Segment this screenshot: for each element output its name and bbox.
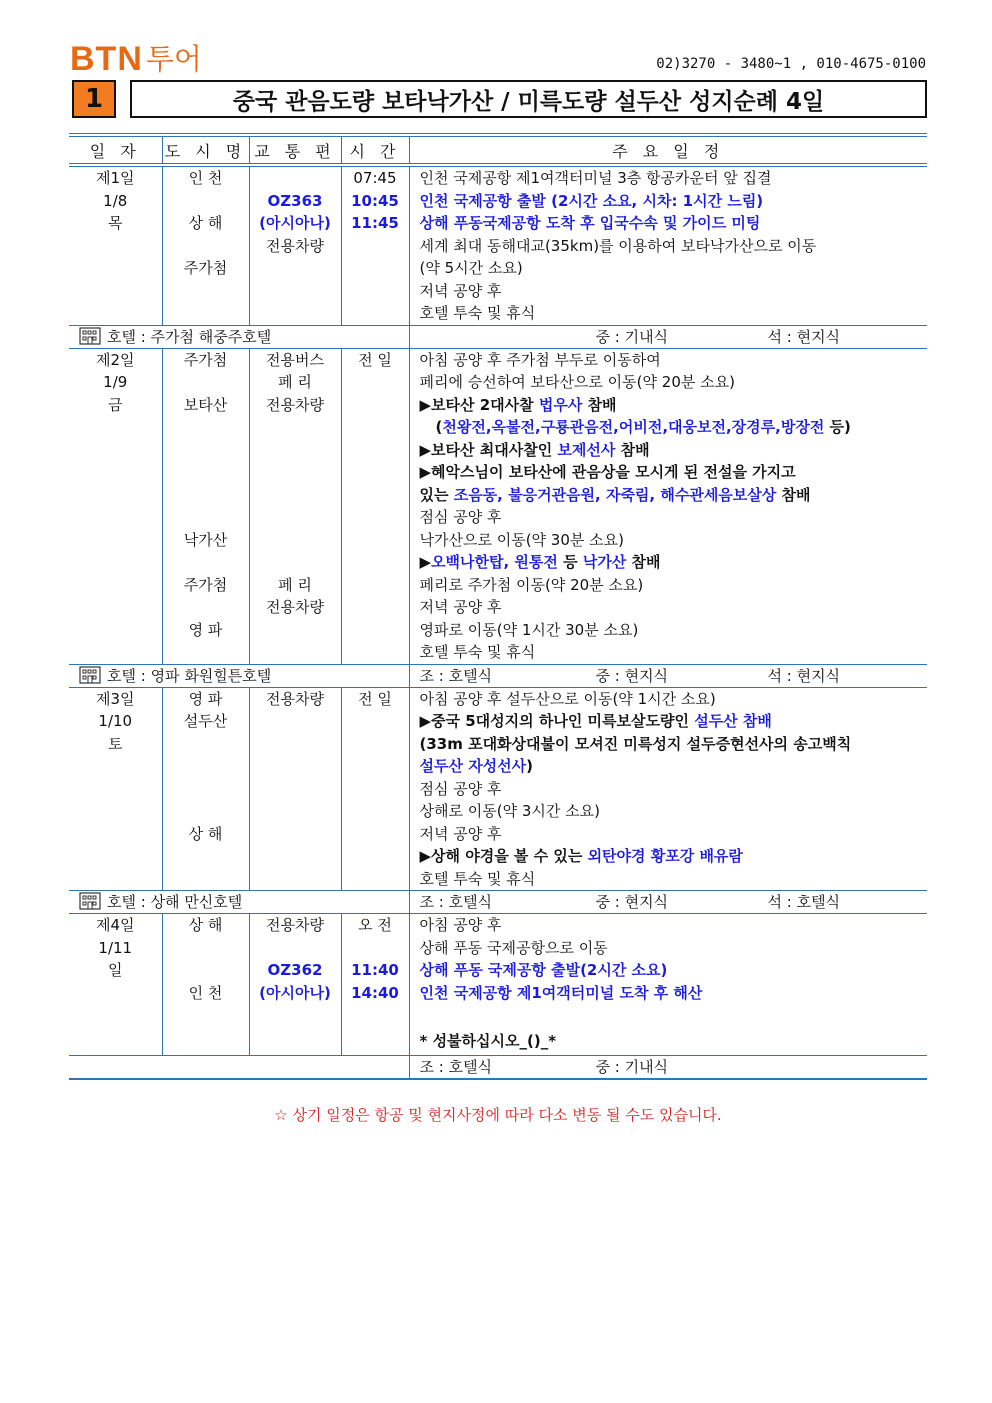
city-cell: 상 해	[188, 916, 223, 934]
flight-number: OZ363	[267, 191, 323, 210]
city-cell: 낙가산	[183, 530, 228, 549]
schedule-table	[69, 133, 927, 1080]
city-cell: 인 천	[188, 169, 223, 187]
meal-lunch: 중 : 기내식	[595, 1057, 669, 1076]
city-cell: 인 천	[188, 983, 223, 1002]
col-header-time: 시 간	[341, 135, 409, 165]
hotel-name: 호텔 : 상해 만신호텔	[107, 893, 243, 911]
plan-line: 페리로 주가첨 이동(약 20분 소요)	[419, 575, 644, 594]
day-2-city	[162, 348, 249, 664]
day-label: 제4일	[95, 916, 135, 934]
day-2-date	[69, 348, 162, 664]
time-cell: 11:40	[351, 961, 399, 979]
plan-line: 인천 국제공항 제1여객터미널 도착 후 해산	[419, 983, 703, 1002]
plan-line: 상해 푸동국제공항 도착 후 입국수속 및 가이드 미팅	[419, 214, 761, 232]
city-cell: 주가첨	[183, 575, 228, 594]
schedule-change-note: ☆ 상기 일정은 항공 및 현지사정에 따라 다소 변동 될 수도 있습니다.	[274, 1106, 722, 1124]
meal-lunch: 중 : 현지식	[595, 666, 669, 685]
plan-line: 아침 공양 후 설두산으로 이동(약 1시간 소요)	[419, 689, 716, 708]
meal-dinner: 석 : 호텔식	[767, 893, 841, 911]
plan-line: 페리에 승선하여 보타산으로 이동(약 20분 소요)	[419, 373, 735, 391]
day-label: 제2일	[95, 350, 135, 369]
building-icon	[79, 327, 101, 345]
col-header-city: 도 시 명	[162, 135, 249, 165]
time-cell: 전 일	[358, 350, 392, 369]
meal-dinner: 석 : 현지식	[767, 327, 841, 346]
meals-cell	[409, 1055, 927, 1079]
hotel-cell	[69, 664, 409, 687]
day-weekday: 일	[108, 961, 123, 979]
city-cell: 주가첨	[183, 259, 228, 277]
day-3-transport	[249, 687, 341, 891]
col-header-date: 일 자	[69, 135, 162, 165]
plan-line: 저녁 공양 후	[419, 281, 502, 300]
day-2-row	[69, 348, 927, 664]
plan-line: ▶오백나한탑, 원통전 등 낙가산 참배	[419, 553, 661, 571]
city-cell: 주가첨	[183, 350, 228, 369]
day-4-date	[69, 914, 162, 1056]
meal-breakfast: 조 : 호텔식	[419, 666, 493, 685]
day-1-row	[69, 165, 927, 325]
plan-line: ▶보타산 최대사찰인 보제선사 참배	[419, 440, 650, 459]
plan-line: (33m 포대화상대불이 모셔진 미륵성지 설두증현선사의 송고백칙	[419, 734, 852, 753]
city-cell: 설두산	[183, 712, 228, 730]
transport-cell: 전용차량	[266, 598, 324, 616]
city-cell: 영 파	[188, 620, 223, 639]
day-1-transport	[249, 165, 341, 325]
day-date: 1/9	[103, 373, 128, 391]
itinerary-number: 1	[72, 80, 116, 118]
day-3-plan	[409, 687, 927, 891]
airline: (아시아나)	[259, 983, 331, 1002]
meal-breakfast: 조 : 호텔식	[419, 1057, 493, 1076]
day-3-row	[69, 687, 927, 891]
day-4-transport	[249, 914, 341, 1056]
plan-line: (약 5시간 소요)	[419, 259, 523, 277]
transport-cell: 페 리	[278, 373, 312, 391]
day-4-meals-row	[69, 1055, 927, 1079]
plan-line: 호텔 투숙 및 휴식	[419, 869, 536, 888]
building-icon	[79, 666, 101, 684]
city-cell: 영 파	[188, 689, 223, 708]
city-cell: 보타산	[183, 395, 228, 414]
time-cell: 10:45	[351, 191, 399, 210]
day-date: 1/10	[98, 712, 133, 730]
day-3-hotel-row	[69, 891, 927, 914]
plan-line: 영파로 이동(약 1시간 30분 소요)	[419, 620, 639, 639]
day-date: 1/11	[98, 938, 133, 957]
meal-breakfast: 조 : 호텔식	[419, 893, 493, 911]
day-weekday: 금	[108, 395, 123, 414]
blessing-line: * 성불하십시오_()_*	[419, 1031, 557, 1050]
day-3-date	[69, 687, 162, 891]
table-header-row	[69, 135, 927, 165]
day-4-city	[162, 914, 249, 1056]
day-4-row	[69, 914, 927, 1056]
transport-cell: 페 리	[278, 575, 312, 594]
day-2-transport	[249, 348, 341, 664]
city-cell: 상 해	[188, 214, 223, 232]
plan-line: 저녁 공양 후	[419, 598, 502, 616]
transport-cell: 전용차량	[266, 689, 324, 708]
transport-cell: 전용차량	[266, 395, 324, 414]
plan-line: ▶상해 야경을 볼 수 있는 외탄야경 황포강 배유람	[419, 847, 743, 865]
time-cell: 07:45	[353, 169, 397, 187]
plan-line: 상해 푸동 국제공항으로 이동	[419, 938, 608, 957]
page-title: 중국 관음도량 보타낙가산 / 미륵도량 설두산 성지순례 4일	[130, 80, 927, 118]
plan-line: 인천 국제공항 출발 (2시간 소요, 시차: 1시간 느림)	[419, 191, 764, 210]
day-label: 제3일	[95, 689, 135, 708]
plan-line: 호텔 투숙 및 휴식	[419, 643, 536, 661]
airline: (아시아나)	[259, 214, 331, 232]
time-cell: 14:40	[351, 983, 399, 1002]
plan-line: 호텔 투숙 및 휴식	[419, 304, 536, 322]
btn-tour-logo	[70, 40, 202, 76]
city-cell: 상 해	[188, 824, 223, 843]
day-3-city	[162, 687, 249, 891]
day-weekday: 토	[108, 734, 123, 753]
plan-line: 점심 공양 후	[419, 779, 502, 798]
plan-line: 아침 공양 후	[419, 916, 502, 934]
day-2-hotel-row	[69, 664, 927, 687]
phone-numbers: 02)3270 - 3480~1 , 010-4675-0100	[656, 56, 926, 72]
time-cell: 전 일	[358, 689, 392, 708]
day-1-time	[341, 165, 409, 325]
plan-line: ▶중국 5대성지의 하나인 미륵보살도량인 설두산 참배	[419, 712, 772, 730]
building-icon	[79, 892, 101, 910]
day-4-plan	[409, 914, 927, 1056]
plan-line: 상해로 이동(약 3시간 소요)	[419, 802, 600, 820]
day-weekday: 목	[108, 214, 123, 232]
transport-cell: 전용차량	[266, 236, 324, 255]
flight-number: OZ362	[267, 961, 323, 979]
col-header-transport: 교 통 편	[249, 135, 341, 165]
time-cell: 오 전	[358, 916, 392, 934]
hotel-cell	[69, 1055, 409, 1079]
meal-dinner: 석 : 현지식	[767, 666, 841, 685]
plan-line: 저녁 공양 후	[419, 824, 502, 843]
day-date: 1/8	[103, 191, 128, 210]
plan-line: 상해 푸동 국제공항 출발(2시간 소요)	[419, 961, 668, 979]
meal-lunch: 중 : 기내식	[595, 327, 669, 346]
logo-btn-text: BTN	[70, 40, 143, 78]
plan-line: 있는 조음동, 불응거관음원, 자죽림, 해수관세음보살상 참배	[419, 485, 811, 504]
time-cell: 11:45	[351, 214, 399, 232]
transport-cell: 전용버스	[266, 350, 324, 369]
plan-line: 낙가산으로 이동(약 30분 소요)	[419, 530, 624, 549]
hotel-cell	[69, 325, 409, 348]
plan-line: 세계 최대 동해대교(35km)를 이용하여 보타낙가산으로 이동	[419, 236, 817, 255]
meals-cell	[409, 891, 927, 914]
meals-cell	[409, 664, 927, 687]
plan-line: 아침 공양 후 주가첨 부두로 이동하여	[419, 350, 661, 369]
plan-line: 점심 공양 후	[419, 508, 502, 526]
logo-tour-text: 투어	[145, 42, 202, 76]
day-4-time	[341, 914, 409, 1056]
plan-line: (천왕전,옥불전,구룡관음전,어비전,대웅보전,장경루,방장전 등)	[435, 418, 851, 436]
plan-line: 인천 국제공항 제1여객터미널 3층 항공카운터 앞 집결	[419, 169, 772, 187]
hotel-name: 호텔 : 주가첨 해중주호텔	[107, 327, 272, 346]
plan-line: ▶보타산 2대사찰 법우사 참배	[419, 395, 617, 414]
meals-cell	[409, 325, 927, 348]
plan-line: ▶혜악스님이 보타산에 관음상을 모시게 된 전설을 가지고	[419, 463, 796, 481]
transport-cell: 전용차량	[266, 916, 324, 934]
day-1-plan	[409, 165, 927, 325]
plan-line: 설두산 자성선사)	[419, 757, 534, 775]
meal-lunch: 중 : 현지식	[595, 893, 669, 911]
col-header-plan: 주 요 일 정	[409, 135, 927, 165]
day-2-plan	[409, 348, 927, 664]
hotel-cell	[69, 891, 409, 914]
day-1-city	[162, 165, 249, 325]
day-1-hotel-row	[69, 325, 927, 348]
day-3-time	[341, 687, 409, 891]
day-label: 제1일	[95, 169, 135, 187]
day-1-date	[69, 165, 162, 325]
hotel-name: 호텔 : 영파 화원힐튼호텔	[107, 666, 272, 685]
day-2-time	[341, 348, 409, 664]
